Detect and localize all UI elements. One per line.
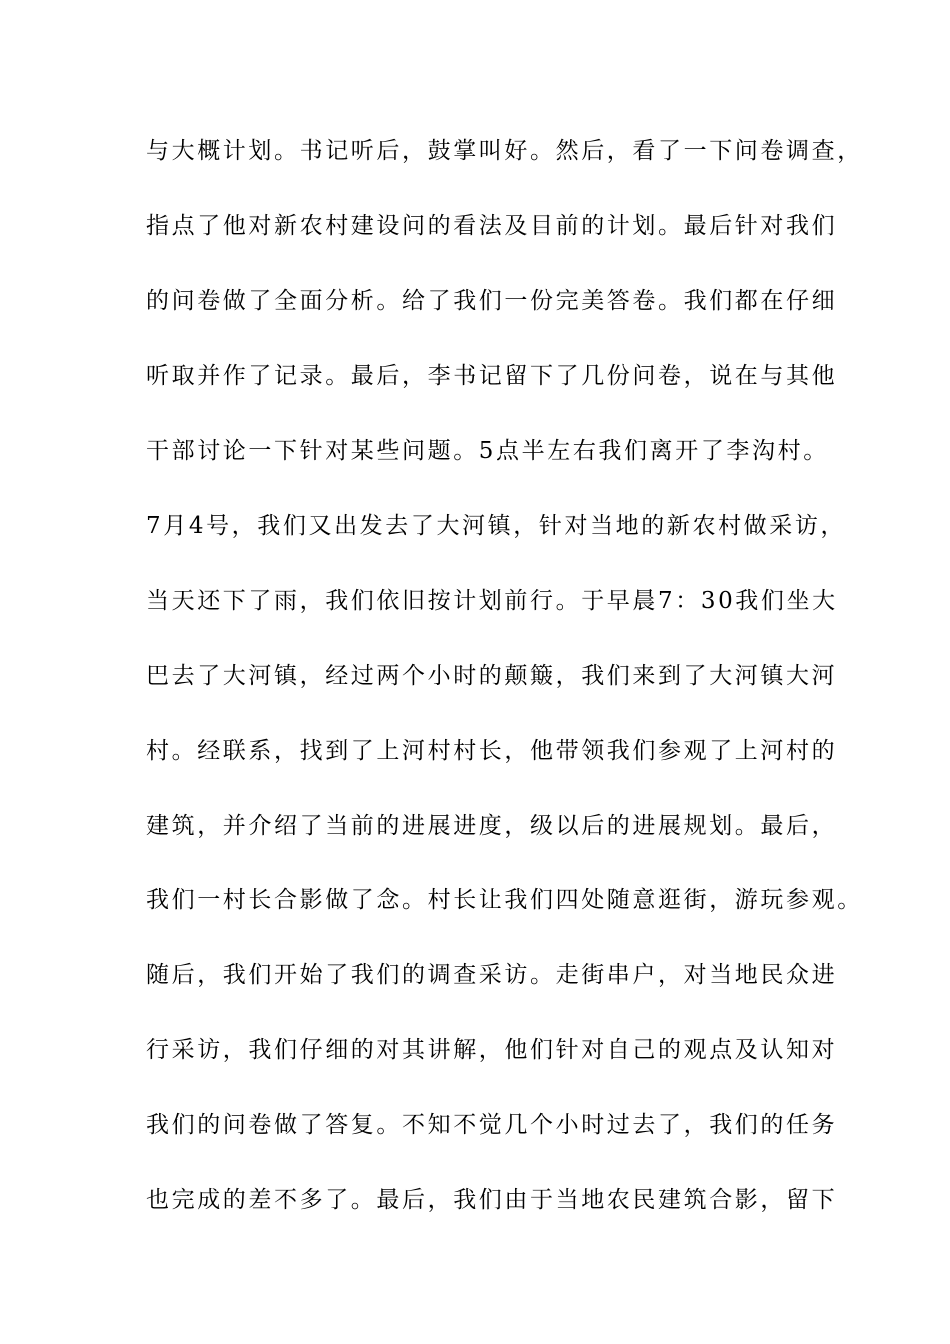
- text-line-5: 干部讨论一下针对某些问题。5点半左右我们离开了李沟村。: [146, 438, 829, 464]
- text-line-1: 与大概计划。书记听后，鼓掌叫好。然后，看了一下问卷调查，: [146, 138, 863, 164]
- text-line-8: 巴去了大河镇，经过两个小时的颠簸，我们来到了大河镇大河: [146, 663, 838, 689]
- text-line-9: 村。经联系，找到了上河村村长，他带领我们参观了上河村的: [146, 738, 838, 764]
- text-line-2: 指点了他对新农村建设问的看法及目前的计划。最后针对我们: [146, 213, 838, 239]
- text-line-15: 也完成的差不多了。最后，我们由于当地农民建筑合影，留下: [146, 1187, 838, 1213]
- text-line-13: 行采访，我们仔细的对其讲解，他们针对自己的观点及认知对: [146, 1037, 838, 1063]
- text-line-6: 7月4号，我们又出发去了大河镇，针对当地的新农村做采访，: [146, 513, 847, 539]
- text-line-14: 我们的问卷做了答复。不知不觉几个小时过去了，我们的任务: [146, 1112, 838, 1138]
- text-line-3: 的问卷做了全面分析。给了我们一份完美答卷。我们都在仔细: [146, 288, 838, 314]
- text-line-11: 我们一村长合影做了念。村长让我们四处随意逛街，游玩参观。: [146, 887, 863, 913]
- text-line-12: 随后，我们开始了我们的调查采访。走街串户，对当地民众进: [146, 962, 838, 988]
- text-line-4: 听取并作了记录。最后，李书记留下了几份问卷，说在与其他: [146, 363, 838, 389]
- text-line-10: 建筑，并介绍了当前的进展进度，级以后的进展规划。最后，: [146, 813, 838, 839]
- text-line-7: 当天还下了雨，我们依旧按计划前行。于早晨7：30我们坐大: [146, 588, 838, 614]
